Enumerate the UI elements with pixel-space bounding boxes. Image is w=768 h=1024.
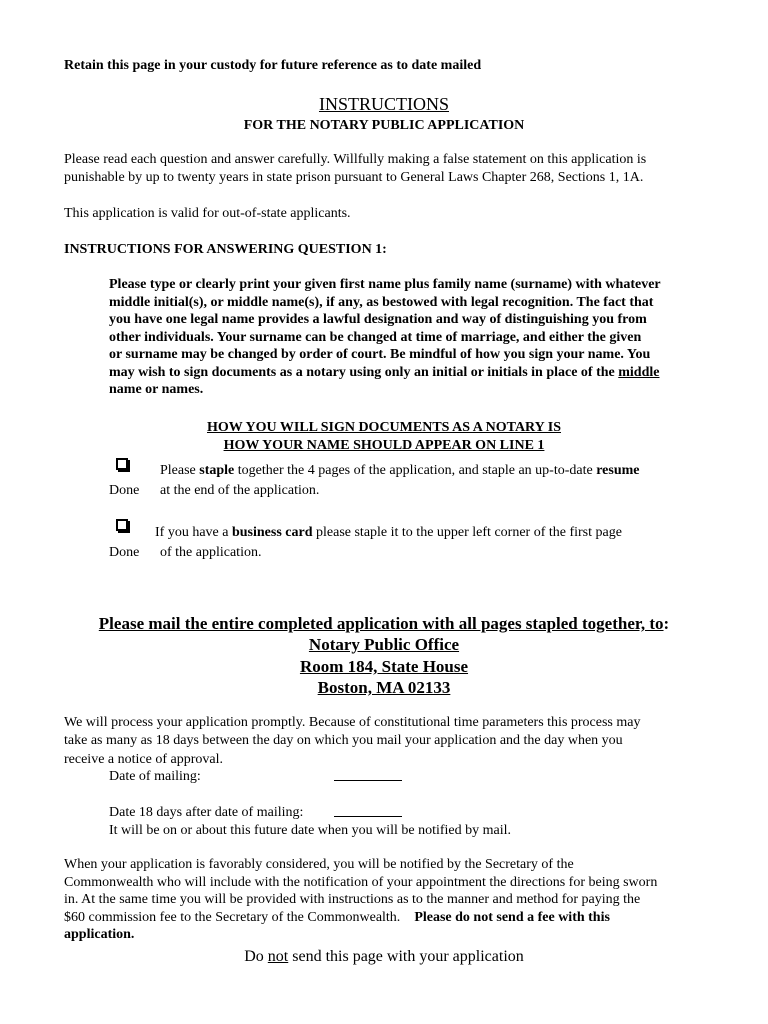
intro-line-1: Please read each question and answer carefully. Willfully making a false statement on this application is [64,152,647,167]
q1-instructions [109,276,661,399]
process-line-2: take as many as 18 days between the day on which you mail your application and the day when you [64,732,623,748]
resume-bold: resume [596,463,640,478]
mail-room: Room 184, State House [299,657,469,676]
staple-checkbox[interactable] [116,458,128,470]
staple-bold: staple [199,463,235,478]
mail-office: Notary Public Office [308,635,460,654]
staple-text-mid: together the 4 pages of the application, and staple an up-to-date [234,463,597,478]
staple-text-before: Please [160,463,200,478]
favorable-fee-text: $60 commission fee to the Secretary of the Commonwealth. [64,909,415,925]
q1-line-7: name or names. [109,382,204,397]
sign-heading-line-2: HOW YOUR NAME SHOULD APPEAR ON LINE 1 [223,438,545,453]
favorable-line-2: Commonwealth who will include with the notification of your appointment the directions for being sworn [64,874,658,890]
business-card-instruction-line-2: of the application. [160,545,262,560]
staple-instruction [160,462,640,479]
q1-line-1: Please type or clearly print your given first name plus family name (surname) with whatever [109,277,661,292]
mail-city: Boston, MA 02133 [317,678,451,697]
process-paragraph [64,714,640,749]
page-title: INSTRUCTIONS [318,94,449,114]
business-card-instruction [155,524,622,541]
future-note: It will be on or about this future date when you will be notified by mail. [109,823,512,838]
intro-line-2: punishable by up to twenty years in state prison pursuant to General Laws Chapter 268, Sections 1, 1A. [64,169,644,185]
date-18-field[interactable] [334,804,402,822]
process-line-1: We will process your application promptly. Because of constitutional time parameters this process may [64,715,641,730]
favorable-line-5: application. [64,927,135,942]
retain-notice: Retain this page in your custody for future reference as to date mailed [64,58,482,73]
footer-before: Do [244,948,268,965]
mail-heading [0,613,768,634]
valid-note: This application is valid for out-of-state applicants. [64,206,351,221]
date-mailing-label: Date of mailing: [109,769,201,784]
staple-instruction-line-2: at the end of the application. [160,483,320,498]
favorable-line-3: in. At the same time you will be provided with instructions as to the manner and method for paying the [64,892,641,907]
favorable-paragraph [64,856,657,944]
q1-line-6-text: may wish to sign documents as a notary using only an initial or initials in place of the [109,364,619,380]
q1-line-3: you have one legal name provides a lawful designation and way of distinguishing you from [109,312,647,327]
business-card-done-label: Done [109,545,140,560]
business-card-bold: business card [231,525,313,540]
q1-line-5: or surname may be changed by order of court. Be mindful of how you sign your name. You [109,347,651,362]
q1-line-6 [109,364,661,382]
footer-not: not [267,948,289,965]
sign-heading-line-1: HOW YOU WILL SIGN DOCUMENTS AS A NOTARY IS [207,420,561,435]
footer-after: send this page with your application [288,948,524,965]
date-18-label: Date 18 days after date of mailing: [109,805,304,820]
favorable-line-1: When your application is favorably considered, you will be notified by the Secretary of the [64,857,574,872]
no-fee-warning: Please do not send a fee with this [414,909,610,925]
business-card-checkbox[interactable] [116,519,128,531]
process-line-3: receive a notice of approval. [64,752,223,767]
staple-done-label: Done [109,483,140,498]
q1-middle-word: middle [618,364,660,380]
q1-line-4: other individuals. Your surname can be changed at time of marriage, and either the given [109,329,642,345]
q1-heading: INSTRUCTIONS FOR ANSWERING QUESTION 1: [64,242,387,257]
intro-paragraph [64,151,646,186]
footer-note [0,947,768,966]
favorable-line-4 [64,909,657,927]
business-card-text-before: If you have a [155,525,232,540]
date-mailing-field[interactable] [334,768,402,786]
mail-heading-colon: : [663,614,670,633]
business-card-text-mid: please staple it to the upper left corner of the first page [312,525,622,540]
page-subtitle: FOR THE NOTARY PUBLIC APPLICATION [243,118,525,133]
mail-heading-text: Please mail the entire completed application with all pages stapled together, to [98,614,664,633]
q1-line-2: middle initial(s), or middle name(s), if any, as bestowed with legal recognition. The fact that [109,294,654,310]
